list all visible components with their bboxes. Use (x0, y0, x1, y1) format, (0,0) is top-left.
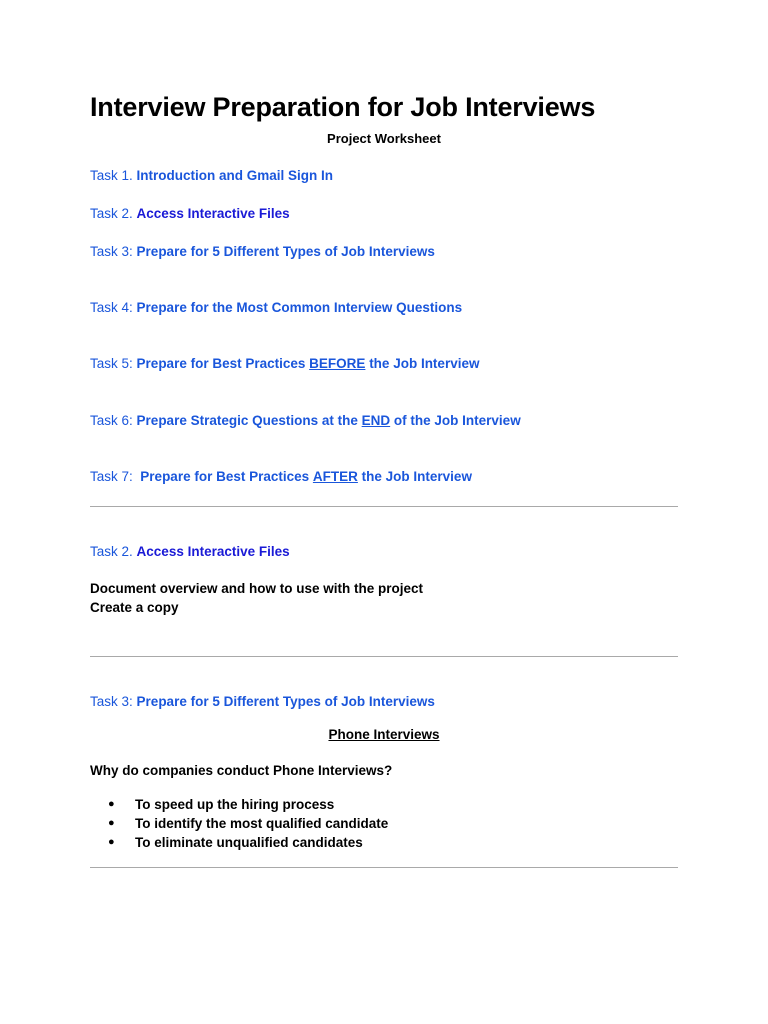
task-number: Task 7: (90, 469, 133, 484)
list-item (108, 833, 388, 852)
bullet-icon: ● (108, 798, 115, 810)
task-number: Task 3: (90, 694, 133, 709)
task-title-emphasis: AFTER (312, 469, 358, 484)
task-link-4[interactable] (90, 299, 462, 316)
list-item (108, 795, 388, 814)
bullet-icon: ● (108, 817, 115, 829)
task-title-start: Prepare Strategic Questions at the (136, 413, 358, 428)
task-number: Task 6: (90, 413, 133, 428)
task-link-3[interactable] (90, 243, 435, 260)
task-title: Access Interactive Files (136, 206, 290, 221)
task-title: Introduction and Gmail Sign In (136, 168, 334, 183)
task-title: Access Interactive Files (136, 544, 290, 559)
task-title-end: the Job Interview (361, 469, 472, 484)
task-title-end: of the Job Interview (393, 413, 521, 428)
reasons-list (108, 795, 388, 852)
phone-interviews-question: Why do companies conduct Phone Interviews? (90, 763, 393, 778)
task-title-emphasis: END (361, 413, 391, 428)
horizontal-divider (90, 506, 678, 507)
horizontal-divider (90, 867, 678, 868)
task-link-6[interactable] (90, 412, 521, 429)
section-task2-heading[interactable] (90, 543, 290, 560)
task-title-start: Prepare for Best Practices (140, 469, 310, 484)
task-title-start: Prepare for Best Practices (136, 356, 306, 371)
horizontal-divider (90, 656, 678, 657)
task-number: Task 1. (90, 168, 133, 183)
task-number: Task 3: (90, 244, 133, 259)
task-link-5[interactable] (90, 355, 479, 372)
section-task3-heading[interactable] (90, 693, 435, 710)
task-title: Prepare for 5 Different Types of Job Interviews (136, 694, 435, 709)
bullet-icon: ● (108, 836, 115, 848)
task-title: Prepare for 5 Different Types of Job Interviews (136, 244, 435, 259)
section-task2-line1: Document overview and how to use with the project (90, 581, 424, 596)
list-item-text: To speed up the hiring process (135, 797, 335, 812)
section-task2-line2: Create a copy (90, 600, 179, 615)
task-link-7[interactable] (90, 468, 472, 485)
task-title: Prepare for the Most Common Interview Questions (136, 300, 463, 315)
task-title-end: the Job Interview (369, 356, 480, 371)
task-number: Task 2. (90, 206, 133, 221)
task-link-1[interactable] (90, 167, 333, 184)
list-item (108, 814, 388, 833)
task-number: Task 4: (90, 300, 133, 315)
task-number: Task 5: (90, 356, 133, 371)
phone-interviews-heading: Phone Interviews (328, 727, 440, 742)
page-title: Interview Preparation for Job Interviews (90, 92, 596, 122)
task-title-emphasis: BEFORE (309, 356, 366, 371)
list-item-text: To eliminate unqualified candidates (135, 835, 363, 850)
task-number: Task 2. (90, 544, 133, 559)
list-item-text: To identify the most qualified candidate (135, 816, 389, 831)
page-subtitle: Project Worksheet (327, 131, 441, 146)
task-link-2[interactable] (90, 205, 290, 222)
